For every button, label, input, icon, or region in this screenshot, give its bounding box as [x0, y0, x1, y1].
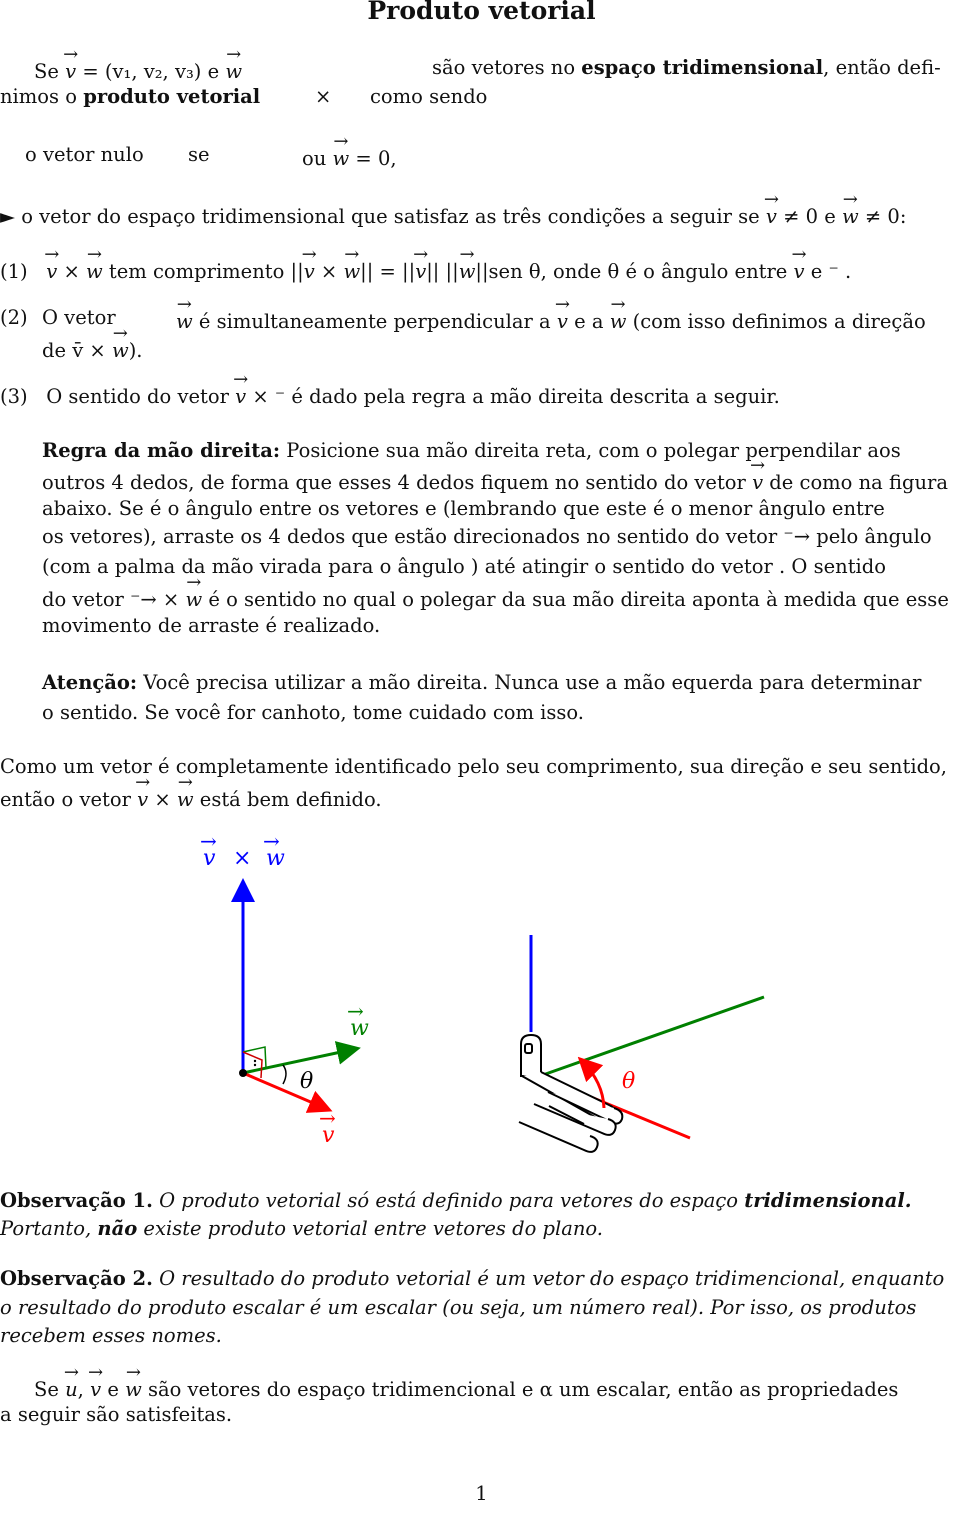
origin-point [239, 1069, 247, 1077]
svg-text:w: w [350, 1016, 369, 1041]
vec-v: → v [65, 55, 76, 85]
theta-label: θ [300, 1069, 314, 1094]
obs1-line-1: Observação 1. O produto vetorial só está definido para vetores do espaço tridimensional. [0, 1189, 912, 1212]
rule-line-7: movimento de arraste é realizado. [42, 614, 381, 637]
attention-line-1: Atenção: Você precisa utilizar a mão direita. Nunca use a mão equerda para determinar [42, 671, 922, 694]
page-title: Produto vetorial [367, 0, 596, 25]
cross-product-figure [0, 830, 963, 1170]
intro-line-2: nimos o produto vetorial [0, 85, 261, 108]
condition-2-num: (2) [0, 306, 28, 329]
zero-case-a: o vetor nulo [25, 143, 144, 166]
zero-case-c: ou → w = 0, [302, 142, 397, 172]
attention-line-2: o sentido. Se você for canhoto, tome cuidado com isso. [42, 701, 585, 724]
condition-2-a: O vetor [42, 306, 116, 329]
rule-line-3: abaixo. Se é o ângulo entre os vetores e (lembrando que este é o menor ângulo entre [42, 497, 885, 520]
intro-line-2c: como sendo [370, 85, 488, 108]
w-direction-line [540, 997, 764, 1076]
rule-line-2: outros 4 dedos, de forma que esses 4 dedos fiquem no sentido do vetor → v de como na figura [42, 466, 948, 496]
zero-case-b: se [188, 143, 210, 166]
bullet-line: ► o vetor do espaço tridimensional que satisfaz as três condições a seguir se → v ≠ 0 e → w ≠ 0: [0, 200, 906, 230]
condition-2-b: → w é simultaneamente perpendicular a → v e a → w (com isso definimos a direção [176, 305, 926, 335]
svg-text:→: → [263, 830, 280, 853]
rule-line-6: do vetor ⁻→ × → w é o sentido no qual o polegar da sua mão direita aponta à medida que esse [42, 583, 949, 613]
rule-line-1: Regra da mão direita: Posicione sua mão direita reta, com o polegar perpendilar aos [42, 439, 901, 462]
obs2-line-2: o resultado do produto escalar é um escalar (ou seja, um número real). Por isso, os produtos [0, 1296, 917, 1319]
svg-text:w: w [266, 846, 285, 871]
rule-line-5: (com a palma da mão virada para o ângulo ) até atingir o sentido do vetor . O sentido [42, 555, 887, 578]
props-line-2: a seguir são satisfeitas. [0, 1403, 233, 1426]
obs1-line-2: Portanto, não existe produto vetorial entre vetores do plano. [0, 1217, 604, 1240]
obs2-line-3: recebem esses nomes. [0, 1324, 222, 1347]
intro-line-2b: × [315, 85, 332, 108]
cross-product-label [200, 830, 285, 871]
conclusion-line-2: então o vetor → v × → w está bem definido. [0, 783, 382, 813]
svg-text:→: → [200, 830, 217, 853]
svg-text:→: → [319, 1106, 336, 1130]
v-label [319, 1106, 336, 1148]
theta-arc [283, 1065, 286, 1084]
intro-line-1: Se → v = (v₁, v₂, v₃) e → w [34, 55, 242, 85]
svg-text:→: → [347, 999, 364, 1023]
intro-line-1b: são vetores no espaço tridimensional, então defi- [432, 56, 941, 79]
page-number: 1 [475, 1482, 488, 1505]
theta-label-right: θ [622, 1069, 636, 1094]
condition-3: (3) O sentido do vetor → v × ⁻ é dado pela regra a mão direita descrita a seguir. [0, 380, 780, 410]
obs2-line-1: Observação 2. O resultado do produto vetorial é um vetor do espaço tridimencional, enquanto [0, 1267, 945, 1290]
svg-text:v: v [322, 1123, 335, 1148]
condition-2-c: de v̄ × → w). [42, 334, 143, 364]
svg-text:×: × [233, 846, 252, 871]
svg-text:v: v [203, 846, 216, 871]
rule-line-4: os vetores), arraste os 4 dedos que estão direcionados no sentido do vetor ⁻→ pelo ângulo [42, 525, 932, 548]
w-arrow [243, 1049, 355, 1073]
vec-w: → w [225, 55, 242, 85]
w-label [347, 999, 369, 1041]
props-line-1: Se → u, → v e → w são vetores do espaço tridimencional e α um escalar, então as propriedades [34, 1373, 898, 1403]
condition-1: (1) → v × → w tem comprimento ||→ v × → w|| = ||→ v|| ||→ w||sen θ, onde θ é o ângulo entre → v e ⁻ . [0, 255, 851, 285]
conclusion-line-1: Como um vetor é completamente identificado pelo seu comprimento, sua direção e seu sentido, [0, 755, 947, 778]
